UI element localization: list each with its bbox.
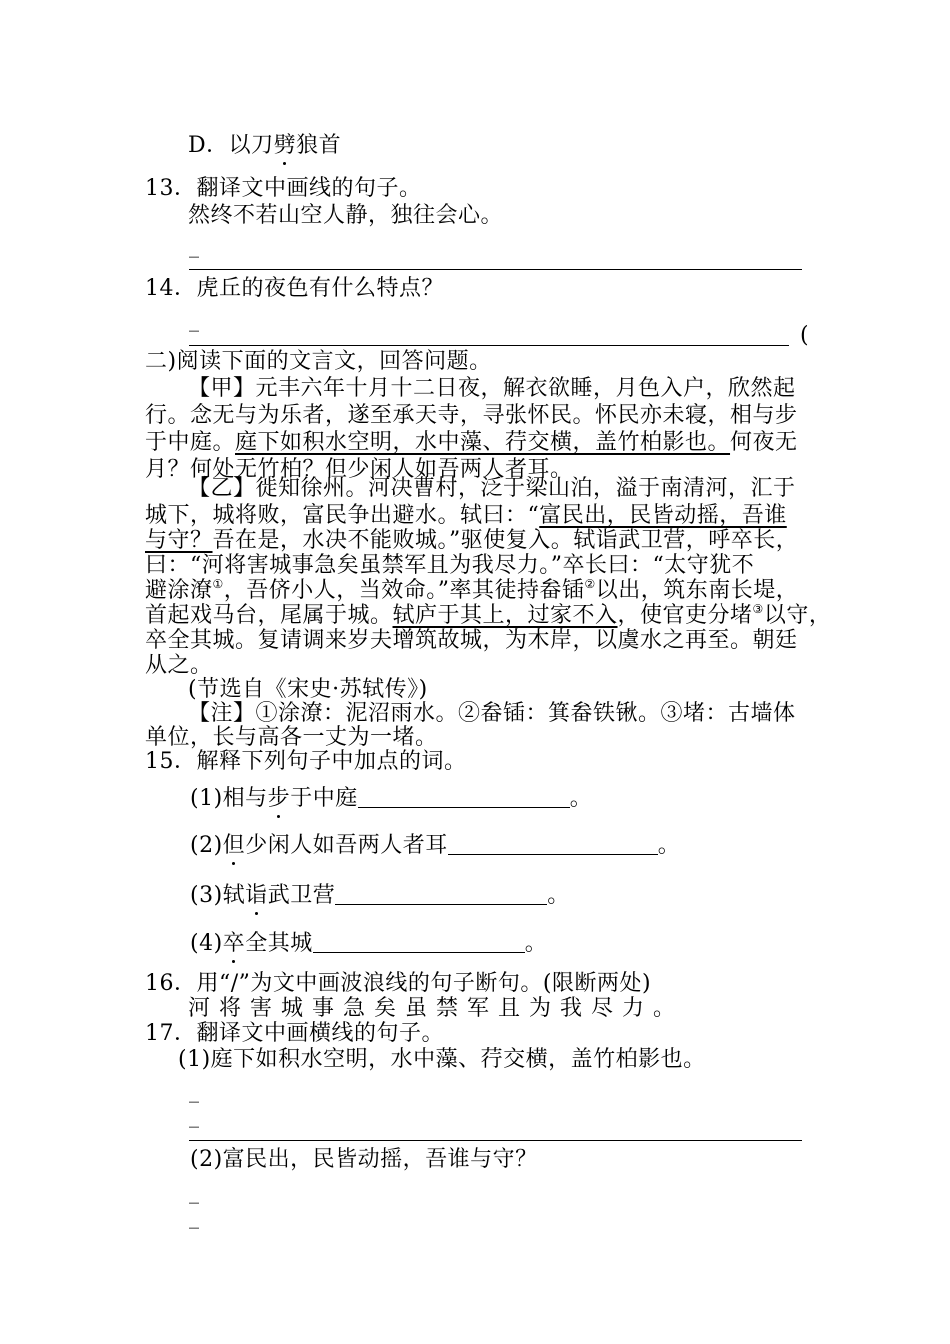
note-line-1: 【注】①涂潦：泥沼雨水。②畚锸：箕畚铁锹。③堵：古墙体 — [188, 701, 796, 726]
passage-yi-line-8: 从之。 — [145, 653, 213, 678]
q15-item-2 — [190, 832, 680, 860]
footnote-mark: ① — [212, 577, 224, 591]
underlined-sentence: 轼庐于其上，过家不入 — [392, 603, 618, 628]
dotted-char: 劈 — [273, 133, 297, 158]
q13-answer-dash: _ — [189, 234, 199, 258]
item-text: 于中庭 — [290, 786, 358, 811]
item-text: 武卫营 — [267, 883, 336, 908]
text: 于中庭。 — [145, 430, 236, 455]
q17-item-1-dash-1: _ — [189, 1079, 199, 1103]
q16-sentence: 河将害城事急矣虽禁军且为我尽力。 — [188, 996, 685, 1021]
text: 城下，城将败，富民争出避水。轼曰：“ — [145, 503, 540, 528]
answer-blank[interactable] — [448, 832, 658, 855]
answer-blank[interactable] — [313, 930, 525, 953]
passage-yi-line-1: 【乙】徙知徐州。河决曹村，泛于梁山泊，溢于南清河，汇于 — [188, 476, 796, 501]
q17-item-1-dash-2: _ — [189, 1104, 199, 1128]
item-end: 。 — [524, 931, 548, 956]
passage-jia-line-2: 行。念无与为乐者，遂至承天寺，寻张怀民。怀民亦未寝，相与步 — [145, 403, 798, 428]
source-citation: (节选自《宋史·苏轼传》) — [188, 677, 428, 702]
text: ，吾侪小人，当效命。”率其徒持畚锸 — [223, 578, 585, 603]
item-text: (1)相与 — [190, 786, 268, 811]
q14-trailing-paren: ( — [800, 323, 810, 348]
dotted-char: 但 — [222, 833, 246, 858]
answer-blank[interactable] — [335, 882, 547, 905]
passage-yi-line-7: 卒全其城。复请调来岁夫增筑故城，为木岸，以虞水之再至。朝廷 — [145, 628, 798, 653]
passage-yi-line-4: 曰：“河将害城事急矣虽禁军且为我尽力。”卒长曰：“太守犹不 — [145, 553, 755, 578]
item-text: 全其城 — [245, 931, 313, 956]
item-end: 。 — [657, 833, 681, 858]
q17-item-2-dash-1: _ — [189, 1180, 199, 1204]
q17-stem: 17．翻译文中画横线的句子。 — [145, 1021, 444, 1046]
text: 以出，筑东南长堤， — [595, 578, 799, 603]
passage-jia-line-3 — [145, 429, 798, 457]
item-end: 。 — [547, 883, 570, 908]
item-end: 。 — [569, 786, 593, 811]
text: ，使官吏分堵 — [617, 603, 753, 628]
q14-answer-dash: _ — [189, 308, 199, 332]
text: 首起戏马台，尾属于城。 — [145, 603, 393, 628]
q15-item-4 — [190, 930, 547, 958]
q17-item-2: (2)富民出，民皆动摇，吾谁与守？ — [190, 1147, 538, 1172]
underlined-sentence: 与守？ — [145, 528, 213, 553]
item-text: (3)轼 — [190, 883, 246, 908]
dotted-char: 步 — [267, 786, 291, 811]
item-text: (2) — [190, 833, 223, 858]
q13-answer-line[interactable] — [189, 269, 802, 270]
underlined-sentence: 富民出，民皆动摇，吾谁 — [539, 503, 787, 528]
underlined-sentence: 庭下如积水空明，水中藻、荇交横，盖竹柏影也。 — [235, 430, 731, 455]
footnote-mark: ③ — [752, 602, 764, 616]
option-text-pre: 以刀 — [228, 133, 274, 158]
text: 避涂潦 — [145, 578, 213, 603]
text: 以守， — [763, 603, 832, 628]
q14-stem: 14．虎丘的夜色有什么特点？ — [145, 276, 444, 301]
q17-item-1-answer-line[interactable] — [189, 1140, 802, 1141]
item-text: 少闲人如吾两人者耳 — [245, 833, 448, 858]
footnote-mark: ② — [584, 577, 596, 591]
q12-option-d — [188, 132, 341, 160]
option-text-post: 狼首 — [296, 133, 342, 158]
q15-item-1 — [190, 785, 592, 813]
passage-yi-line-5 — [145, 577, 798, 605]
passage-yi-line-2 — [145, 502, 787, 530]
q17-item-1: (1)庭下如积水空明，水中藻、荇交横，盖竹柏影也。 — [178, 1047, 706, 1072]
dotted-char: 卒 — [222, 931, 246, 956]
passage-jia-line-1: 【甲】元丰六年十月十二日夜，解衣欲睡，月色入户，欣然起 — [188, 376, 796, 401]
section-title: 二)阅读下面的文言文，回答问题。 — [145, 349, 492, 374]
answer-blank[interactable] — [358, 785, 570, 808]
q17-item-2-dash-2: _ — [189, 1205, 199, 1229]
text: 吾在是，水决不能败城。”驱使复入。轼诣武卫营，呼卒长， — [212, 528, 799, 553]
note-line-2: 单位，长与高各一丈为一堵。 — [145, 725, 438, 750]
option-label: D． — [188, 133, 229, 158]
q16-stem: 16．用“/”为文中画波浪线的句子断句。(限断两处) — [145, 971, 652, 996]
text: 何夜无 — [730, 430, 798, 455]
q13-sentence: 然终不若山空人静，独往会心。 — [188, 203, 504, 228]
passage-yi-line-3 — [145, 527, 798, 555]
q15-stem: 15．解释下列句子中加点的词。 — [145, 749, 467, 774]
passage-jia-line-4: 月？何处无竹柏？但少闲人如吾两人者耳。 — [145, 457, 573, 482]
q15-item-3 — [190, 882, 570, 910]
q13-stem: 13．翻译文中画线的句子。 — [145, 176, 422, 201]
q14-answer-line[interactable] — [189, 345, 789, 346]
item-text: (4) — [190, 931, 223, 956]
passage-yi-line-6 — [145, 602, 831, 630]
dotted-char: 诣 — [245, 883, 268, 908]
